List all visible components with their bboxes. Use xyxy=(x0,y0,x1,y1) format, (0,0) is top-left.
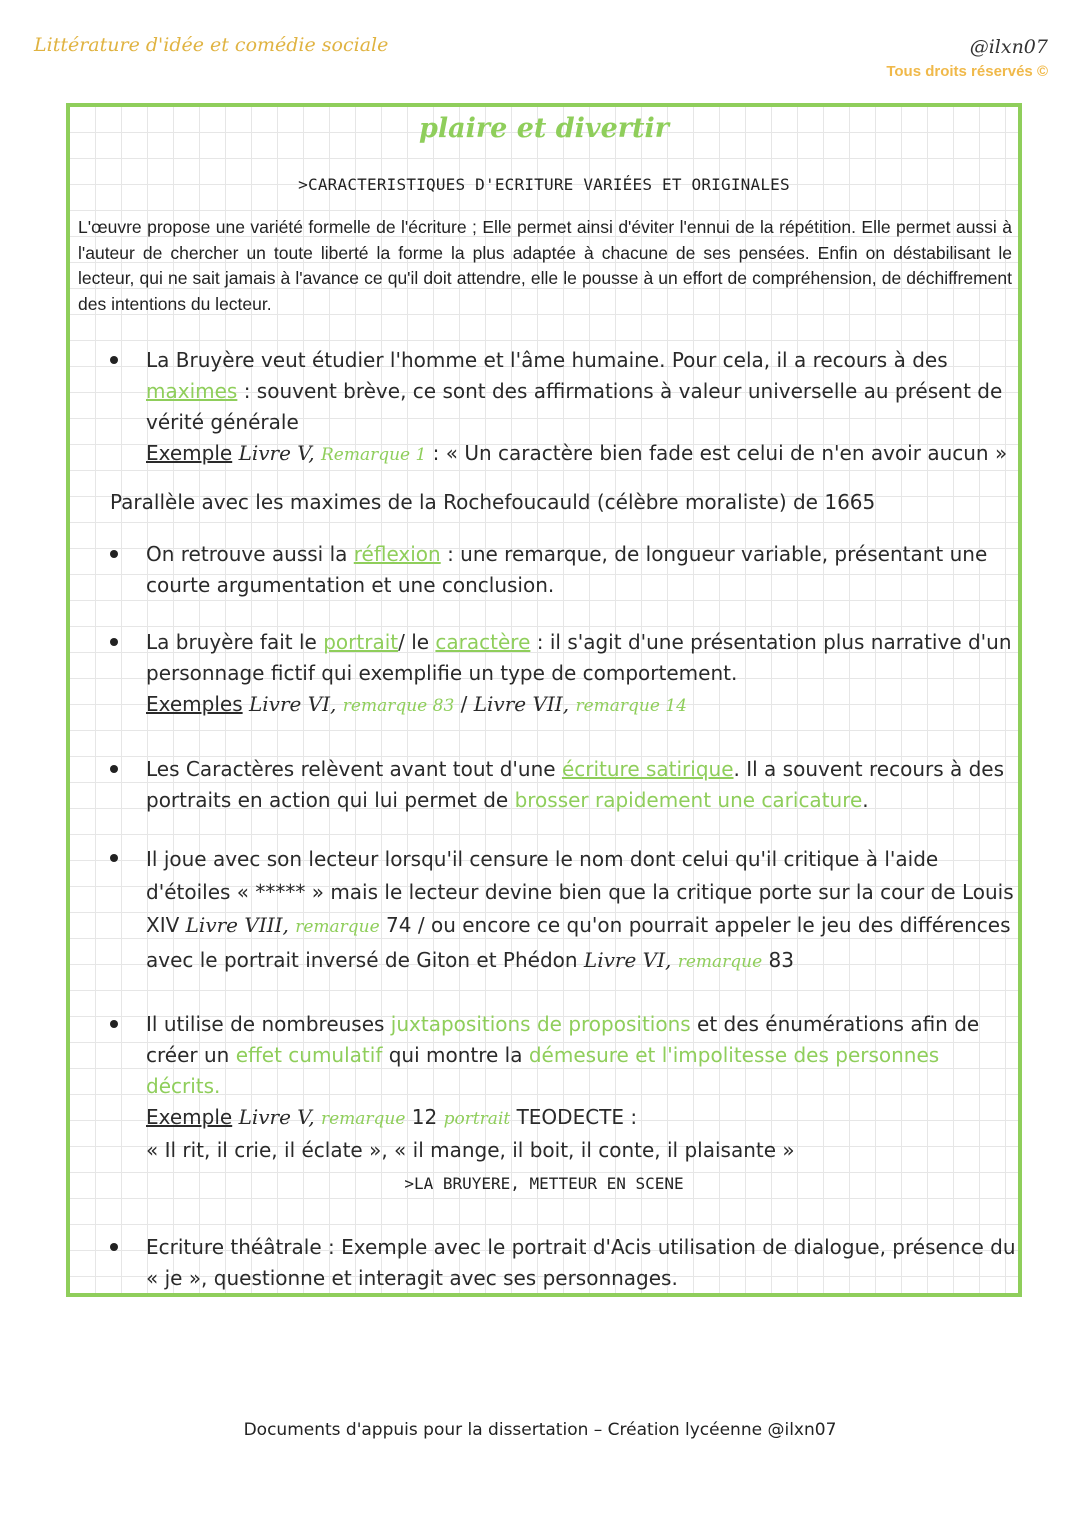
keyword-caricature: brosser rapidement une caricature xyxy=(514,788,863,812)
header-subject: Littérature d'idée et comédie sociale xyxy=(34,34,389,56)
keyword-caractere: caractère xyxy=(435,630,531,654)
section-heading-2: >LA BRUYERE, METTEUR EN SCENE xyxy=(404,1174,684,1193)
keyword-portrait: portrait xyxy=(323,630,399,654)
intro-paragraph: L'œuvre propose une variété formelle de l'écriture ; Elle permet ainsi d'éviter l'ennui de la répétition. Elle permet aussi à l'auteur de chercher un toute liberté la forme la plus adaptée à chacune de ses pensées. Enfin on déstabilisant le lecteur, qui ne sait jamais à l'avance ce qu'il doit attendre, elle le pousse à un effort de compréhension, de déchiffrement des intentions du lecteur. xyxy=(78,217,1012,314)
parallel-note: Parallèle avec les maximes de la Rochefoucauld (célèbre moraliste) de 1665 xyxy=(110,490,876,514)
bullet-text: On retrouve aussi la réflexion : une remarque, de longueur variable, présentant une courte argumentation et une conclusion. xyxy=(146,542,988,597)
content-frame xyxy=(66,103,1022,1297)
keyword-effet-cumulatif: effet cumulatif xyxy=(235,1043,383,1067)
example-quote: « Il rit, il crie, il éclate », « il mange, il boit, il conte, il plaisante » xyxy=(146,1138,795,1162)
bullet-dot xyxy=(110,356,118,364)
bullet-dot xyxy=(110,638,118,646)
bullet-dot xyxy=(110,765,118,773)
page-footer: Documents d'appuis pour la dissertation – Création lycéenne @ilxn07 xyxy=(243,1420,837,1440)
keyword-ecriture-satirique: écriture satirique xyxy=(561,757,734,781)
keyword-reflexion: réflexion xyxy=(353,542,441,566)
keyword-juxtapositions: juxtapositions de propositions xyxy=(390,1012,691,1036)
bullet-text: La bruyère fait le portrait/ le caractère : il s'agit d'une présentation plus narrative d'un personnage fictif qui exemplifie un type de comportement. Exemples Livre VI, remarque 83 / Livre VII, remarque 14 xyxy=(146,630,1012,716)
bullet-text: Il utilise de nombreuses juxtapositions de propositions et des énumérations afin de créer un effet cumulatif qui montre la démesure et l'impolitesse des personnes décrits. Exemple Livre V, remarque 12 portrait TEODECTE : « Il rit, il crie, il éclate », « il mange, il boit, il conte, il plaisante » xyxy=(146,1012,980,1162)
bullet-dot xyxy=(110,1243,118,1251)
bullet-text: Ecriture théâtrale : Exemple avec le portrait d'Acis utilisation de dialogue, présence du « je », questionne et interagit avec ses personnages. xyxy=(146,1235,1016,1290)
bullet-dot xyxy=(110,1020,118,1028)
bullet-text: La Bruyère veut étudier l'homme et l'âme humaine. Pour cela, il a recours à des maximes : souvent brève, ce sont des affirmations à valeur universelle au présent de vérité générale Exemple Livre V, Remarque 1 : « Un caractère bien fade est celui de n'en avoir aucun » xyxy=(146,348,1008,465)
header-handle: @ilxn07 xyxy=(969,36,1048,58)
section-heading-1: >CARACTERISTIQUES D'ECRITURE VARIÉES ET ORIGINALES xyxy=(298,175,790,194)
bullet-dot xyxy=(110,550,118,558)
bullet-text: Il joue avec son lecteur lorsqu'il censure le nom dont celui qu'il critique à l'aide d'étoiles « ***** » mais le lecteur devine bien que la critique porte sur la cour de Louis XIV Livre VIII, remarque 74 / ou encore ce qu'on pourrait appeler le jeu des différences avec le portrait inversé de Giton et Phédon Livre VI, remarque 83 xyxy=(146,847,1014,972)
page-title: plaire et divertir xyxy=(419,113,669,144)
bullet-dot xyxy=(110,854,118,862)
keyword-demesure: démesure et l'impolitesse des personnes décrits. xyxy=(146,1043,940,1098)
header-rights: Tous droits réservés © xyxy=(886,63,1048,80)
keyword-maximes: maximes xyxy=(146,379,238,403)
bullet-text: Les Caractères relèvent avant tout d'une écriture satirique. Il a souvent recours à des portraits en action qui lui permet de brosser rapidement une caricature. xyxy=(146,757,1005,812)
